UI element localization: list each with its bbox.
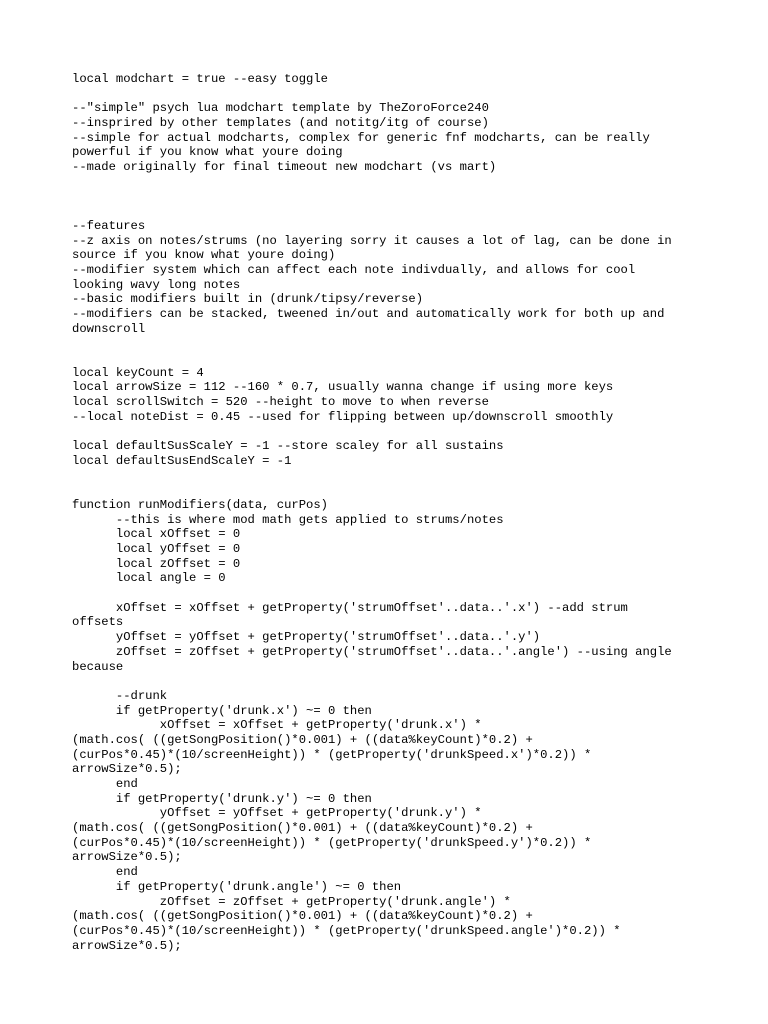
code-line: yOffset = yOffset + getProperty('drunk.y') * [72,806,482,821]
blank-line [72,586,702,601]
blank-line [72,336,702,351]
code-line: zOffset = zOffset + getProperty('strumOffset'..data..'.angle') --using angle [72,644,672,659]
code-line: arrowSize*0.5); [72,762,182,777]
code-line: end [72,865,138,880]
code-line: local defaultSusScaleY = -1 --store scaley for all sustains [72,439,504,454]
code-line: if getProperty('drunk.angle') ~= 0 then [72,879,402,894]
blank-line [72,483,702,498]
code-line: --insprired by other templates (and notitg/itg of course) [72,116,489,131]
code-line: --z axis on notes/strums (no layering sorry it causes a lot of lag, can be done in [72,233,672,248]
code-line: local keyCount = 4 [72,365,204,380]
code-line: if getProperty('drunk.x') ~= 0 then [72,703,372,718]
document-page [72,72,702,953]
code-line: --"simple" psych lua modchart template by TheZoroForce240 [72,101,489,116]
code-line: xOffset = xOffset + getProperty('drunk.x') * [72,718,482,733]
code-line: (math.cos( ((getSongPosition()*0.001) + ((data%keyCount)*0.2) + [72,909,533,924]
code-line: because [72,659,124,674]
code-line: local modchart = true --easy toggle [72,72,328,86]
code-line: downscroll [72,321,146,336]
code-line: end [72,777,138,791]
blank-line [72,87,702,102]
code-line: --made originally for final timeout new modchart (vs mart) [72,160,497,175]
code-line: offsets [72,615,124,630]
code-line: (math.cos( ((getSongPosition()*0.001) + ((data%keyCount)*0.2) + [72,732,533,747]
code-line: --this is where mod math gets applied to strums/notes [72,512,504,527]
code-line: powerful if you know what youre doing [72,145,343,160]
blank-line [72,351,702,366]
blank-line [72,175,702,190]
code-line: local defaultSusEndScaleY = -1 [72,453,292,468]
code-line: local yOffset = 0 [72,542,241,556]
code-line: --drunk [72,688,168,703]
code-line: xOffset = xOffset + getProperty('strumOffset'..data..'.x') --add strum [72,600,628,615]
blank-line [72,190,702,205]
code-line: function runModifiers(data, curPos) [72,497,328,512]
code-line: yOffset = yOffset + getProperty('strumOffset'..data..'.y') [72,630,541,645]
code-line: local scrollSwitch = 520 --height to move to when reverse [72,395,489,410]
code-line: arrowSize*0.5); [72,938,182,953]
blank-line [72,204,702,219]
code-line: source if you know what youre doing) [72,248,336,263]
code-line: local zOffset = 0 [72,556,241,571]
code-line: looking wavy long notes [72,277,241,292]
code-line: local arrowSize = 112 --160 * 0.7, usually wanna change if using more keys [72,380,614,395]
code-line: --modifiers can be stacked, tweened in/out and automatically work for both up and [72,307,665,321]
code-line: --modifier system which can affect each note indivdually, and allows for cool [72,262,636,277]
code-line: (math.cos( ((getSongPosition()*0.001) + ((data%keyCount)*0.2) + [72,821,533,836]
blank-line [72,425,702,440]
code-line: local xOffset = 0 [72,527,241,542]
code-line: if getProperty('drunk.y') ~= 0 then [72,791,372,806]
code-line: --basic modifiers built in (drunk/tipsy/reverse) [72,292,424,307]
code-line: local angle = 0 [72,571,226,586]
blank-line [72,469,702,484]
code-line: (curPos*0.45)*(10/screenHeight)) * (getProperty('drunkSpeed.angle')*0.2)) * [72,923,621,938]
code-line: (curPos*0.45)*(10/screenHeight)) * (getProperty('drunkSpeed.y')*0.2)) * [72,835,592,850]
code-line: arrowSize*0.5); [72,850,182,865]
blank-line [72,674,702,689]
code-line: (curPos*0.45)*(10/screenHeight)) * (getProperty('drunkSpeed.x')*0.2)) * [72,747,592,762]
code-line: zOffset = zOffset + getProperty('drunk.angle') * [72,894,511,909]
code-line: --simple for actual modcharts, complex for generic fnf modcharts, can be really [72,130,650,145]
code-line: --features [72,218,146,233]
code-line: --local noteDist = 0.45 --used for flipping between up/downscroll smoothly [72,409,614,424]
